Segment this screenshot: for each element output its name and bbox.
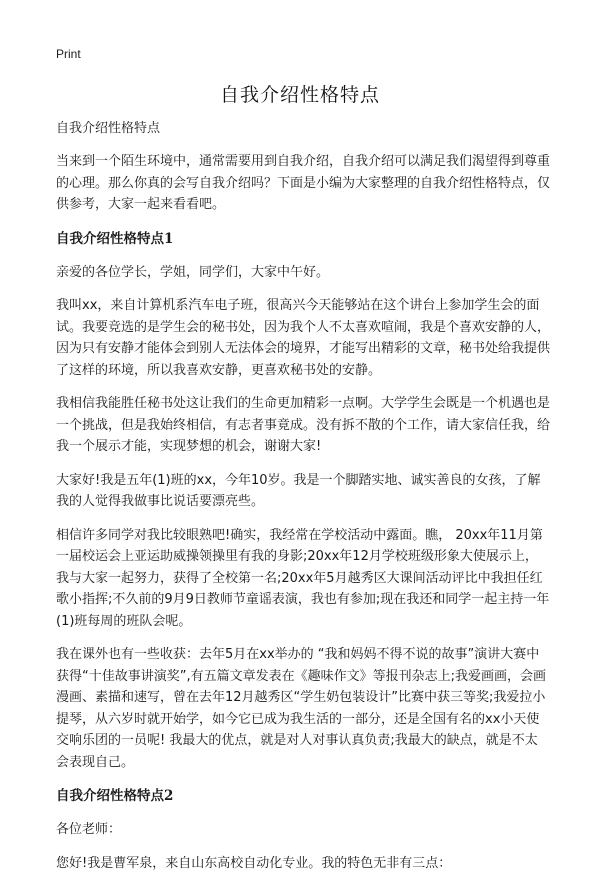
document-subtitle: 自我介绍性格特点 xyxy=(56,121,161,136)
section-heading: 自我介绍性格特点2 xyxy=(56,788,174,804)
paragraph: 相信许多同学对我比较眼熟吧!确实，我经常在学校活动中露面。瞧， 20xx年11月第一届校运会上亚运助威操领操里有我的身影;20xx年12月学校班级形象大使展示上，我与大家一起努力，获得了全校第一名;20xx年5月越秀区大课间活动评比中我担任红歌小指挥;不久前的9月9日教师节童谣表演，我也有参加;现在我还和同学一起主持一年(1)班每周的班队会呢。 xyxy=(56,527,550,629)
section-heading: 自我介绍性格特点1 xyxy=(56,230,174,247)
page-title: 自我介绍性格特点 xyxy=(219,84,380,106)
paragraph: 各位老师： xyxy=(56,822,122,837)
paragraph: 我叫xx，来自计算机系汽车电子班，很高兴今天能够站在这个讲台上参加学生会的面试。我要竞选的是学生会的秘书处，因为我个人不太喜欢喧闹，我是个喜欢安静的人，因为只有安静才能体会到别人无法体会的境界，才能写出精彩的文章，秘书处给我提供了这样的环境，所以我喜欢安静，更喜欢秘书处的安静。 xyxy=(56,298,551,378)
paragraph: 您好!我是曹军泉，来自山东高校自动化专业。我的特色无非有三点： xyxy=(56,855,452,871)
paragraph: 我在课外也有一些收获：去年5月在xx举办的 “我和妈妈不得不说的故事”演讲大赛中获得“十佳故事讲演奖”,有五篇文章发表在《趣味作文》等报刊杂志上;我爱画画，会画漫画、素描和速写，曾在去年12月越秀区“学生奶包装设计”比赛中获三等奖;我爱拉小提琴，从六岁时就开始学，如今它已成为我生活的一部分，还是全国有名的xx小天使交响乐团的一员呢! 我最大的优点，就是对人对事认真负责;我最大的缺点，就是不太会表现自己。 xyxy=(56,647,546,770)
paragraph: 亲爱的各位学长，学姐，同学们，大家中午好。 xyxy=(56,264,330,280)
paragraph: 大家好!我是五年(1)班的xx，今年10岁。我是一个脚踏实地、诚实善良的女孩，了解我的人觉得我做事比说话要漂亮些。 xyxy=(56,472,541,509)
print-label[interactable]: Print xyxy=(56,47,81,61)
intro-paragraph: 当来到一个陌生环境中，通常需要用到自我介绍，自我介绍可以满足我们渴望得到尊重的心理。那么你真的会写自我介绍吗？下面是小编为大家整理的自我介绍性格特点，仅供参考，大家一起来看看吧。 xyxy=(56,154,551,212)
paragraph: 我相信我能胜任秘书处这让我们的生命更加精彩一点啊。大学学生会既是一个机遇也是一个挑战，但是我始终相信，有志者事竟成。没有拆不散的个工作，请大家信任我，给我一个展示才能，实现梦想的机会，谢谢大家! xyxy=(56,396,551,454)
document-body xyxy=(56,120,550,886)
